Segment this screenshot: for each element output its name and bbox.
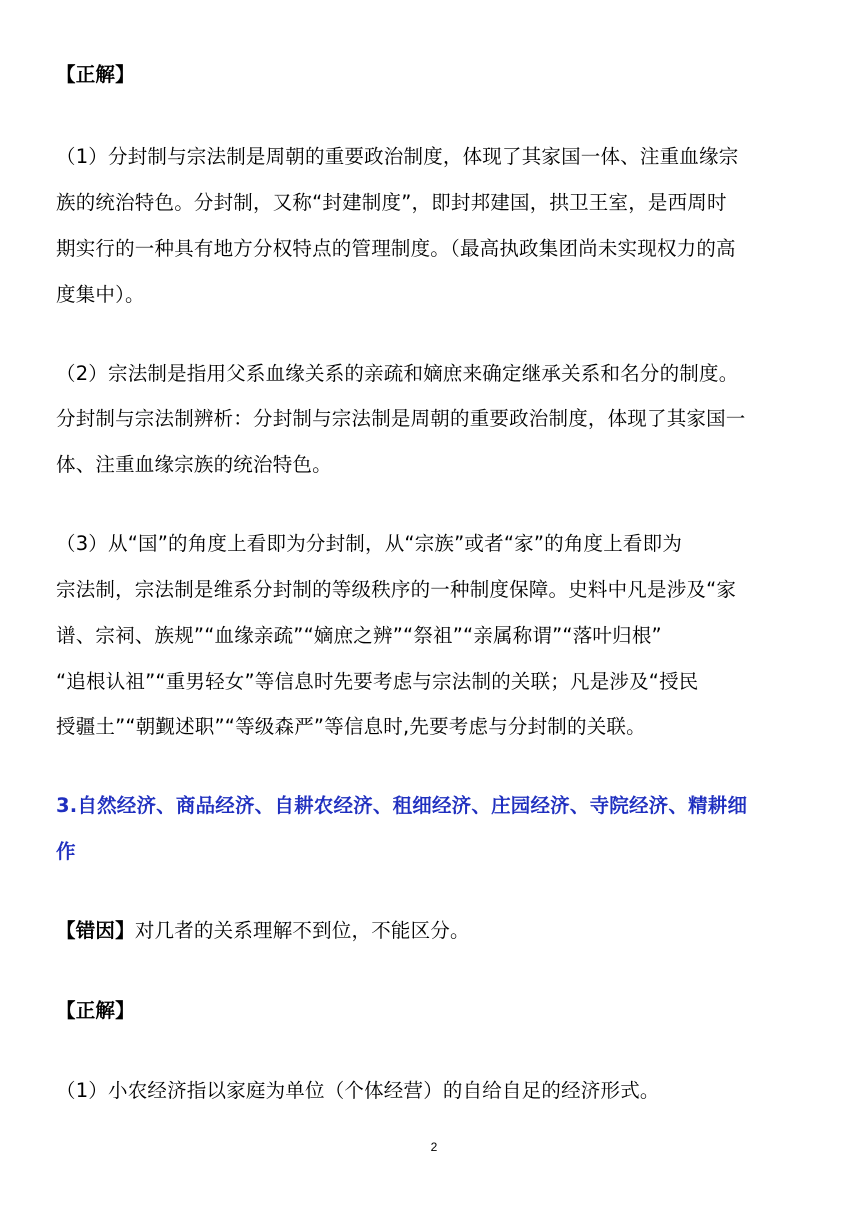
paragraph-1-line-2: 族的统治特色。分封制，又称“封建制度”，即封邦建国，拱卫王室，是西周时 — [56, 191, 727, 214]
error-cause-line — [56, 918, 816, 944]
paragraph-3-line-1: （3）从“国”的角度上看即为分封制，从“宗族”或者“家”的角度上看即为 — [56, 532, 683, 555]
paragraph-3-line-2: 宗法制，宗法制是维系分封制的等级秩序的一种制度保障。史料中凡是涉及“家 — [56, 578, 737, 601]
section-3-heading-line-1: 3.自然经济、商品经济、自耕农经济、租细经济、庄园经济、寺院经济、精耕细 — [56, 794, 748, 817]
paragraph-1-line-4: 度集中）。 — [56, 283, 145, 306]
error-cause-text: 对几者的关系理解不到位，不能区分。 — [134, 919, 470, 942]
paragraph-1-line-1: （1）分封制与宗法制是周朝的重要政治制度，体现了其家国一体、注重血缘宗 — [56, 145, 739, 168]
paragraph-1-line-3: 期实行的一种具有地方分权特点的管理制度。（最高执政集团尚未实现权力的高 — [56, 237, 736, 260]
paragraph-4-line-1: （1）小农经济指以家庭为单位（个体经营）的自给自足的经济形式。 — [56, 1079, 660, 1102]
paragraph-2-line-2: 分封制与宗法制辨析：分封制与宗法制是周朝的重要政治制度，体现了其家国一 — [56, 407, 746, 430]
section-3-heading-line-2: 作 — [56, 840, 76, 863]
paragraph-3-line-4: “追根认祖”“重男轻女”等信息时先要考虑与宗法制的关联；凡是涉及“授民 — [56, 670, 699, 693]
paragraph-3-line-5: 授疆土”“朝觐述职”“等级森严”等信息时,先要考虑与分封制的关联。 — [56, 715, 646, 738]
paragraph-3-line-3: 谱、宗祠、族规”“血缘亲疏”“嫡庶之辨”“祭祖”“亲属称谓”“落叶归根” — [56, 624, 662, 647]
heading-correct-answer-1: 【正解】 — [56, 63, 135, 86]
paragraph-2-line-3: 体、注重血缘宗族的统治特色。 — [56, 453, 332, 476]
paragraph-2-line-1: （2）宗法制是指用父系血缘关系的亲疏和嫡庶来确定继承关系和名分的制度。 — [56, 362, 739, 385]
page-number: 2 — [430, 1140, 438, 1154]
heading-correct-answer-2: 【正解】 — [56, 999, 135, 1022]
error-cause-label: 【错因】 — [56, 919, 135, 942]
